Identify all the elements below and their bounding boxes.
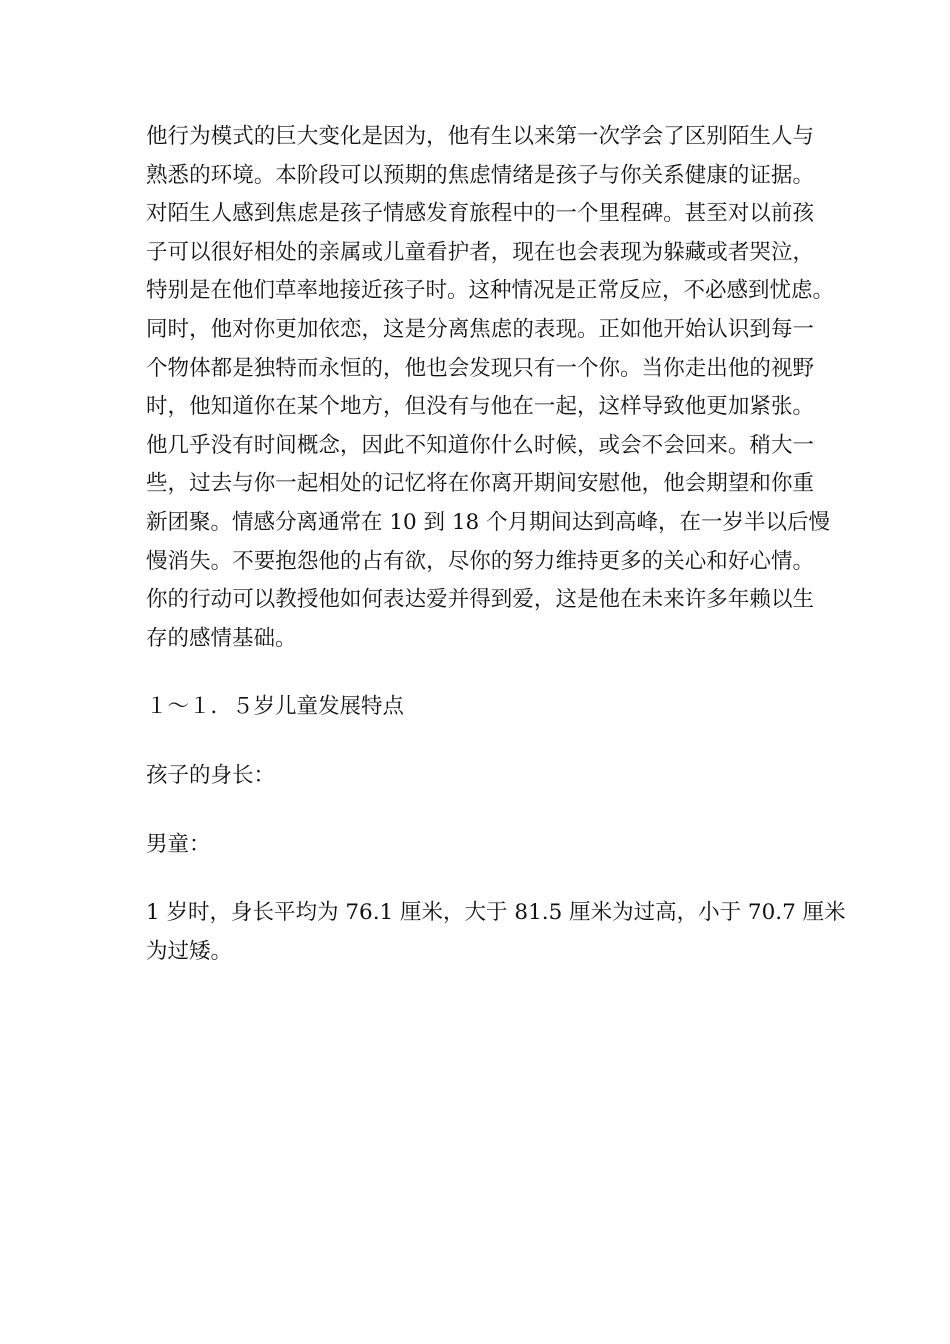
text-line: 同时，他对你更加依恋，这是分离焦虑的表现。正如他开始认识到每一 bbox=[146, 316, 814, 342]
section-heading: １～１．５岁儿童发展特点 bbox=[146, 694, 405, 720]
text-line: 子可以很好相处的亲属或儿童看护者，现在也会表现为躲藏或者哭泣， bbox=[146, 239, 814, 265]
text-line: 熟悉的环境。本阶段可以预期的焦虑情绪是孩子与你关系健康的证据。 bbox=[146, 162, 814, 188]
spacer bbox=[146, 727, 814, 757]
text-line: 新团聚。情感分离通常在 10 到 18 个月期间达到高峰，在一岁半以后慢 bbox=[146, 509, 831, 535]
spacer bbox=[146, 658, 814, 688]
document-body bbox=[146, 118, 846, 971]
text-line: 他行为模式的巨大变化是因为，他有生以来第一次学会了区别陌生人与 bbox=[146, 124, 814, 149]
text-line: 些，过去与你一起相处的记忆将在你离开期间安慰他，他会期望和你重 bbox=[146, 471, 814, 497]
text-line: 1 岁时，身长平均为 76.1 厘米，大于 81.5 厘米为过高，小于 70.7 厘米 bbox=[146, 900, 846, 926]
subheading-boys: 男童： bbox=[146, 831, 211, 857]
spacer bbox=[146, 864, 814, 894]
text-line: 时，他知道你在某个地方，但没有与他在一起，这样导致他更加紧张。 bbox=[146, 394, 814, 420]
paragraph-boys-height bbox=[146, 894, 846, 971]
text-line: 对陌生人感到焦虑是孩子情感发育旅程中的一个里程碑。甚至对以前孩 bbox=[146, 201, 814, 227]
spacer bbox=[146, 796, 814, 826]
text-line: 存的感情基础。 bbox=[146, 625, 297, 651]
paragraph-separation-anxiety bbox=[146, 118, 835, 658]
text-line: 个物体都是独特而永恒的，他也会发现只有一个你。当你走出他的视野 bbox=[146, 355, 814, 381]
text-line: 慢消失。不要抱怨他的占有欲，尽你的努力维持更多的关心和好心情。 bbox=[146, 548, 814, 574]
subheading-height: 孩子的身长： bbox=[146, 762, 276, 788]
text-line: 你的行动可以教授他如何表达爱并得到爱，这是他在未来许多年赖以生 bbox=[146, 587, 814, 613]
text-line: 为过矮。 bbox=[146, 938, 233, 964]
text-line: 他几乎没有时间概念，因此不知道你什么时候，或会不会回来。稍大一 bbox=[146, 432, 814, 458]
text-line: 特别是在他们草率地接近孩子时。这种情况是正常反应，不必感到忧虑。 bbox=[146, 278, 835, 304]
